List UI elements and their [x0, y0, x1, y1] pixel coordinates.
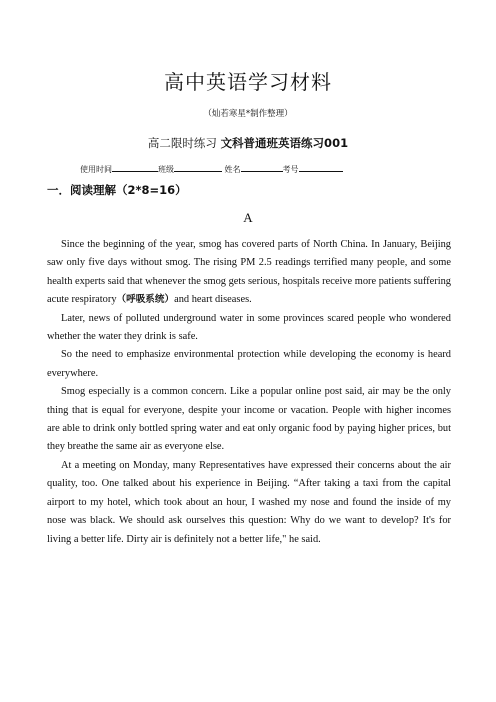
paragraph-1-text: Since the beginning of the year, smog has covered parts of North China. In January, Beijing saw only five days without smog. The rising PM 2.5 readings terrified many people, and some health experts said that whenever the smog gets serious, hospitals receive more patients suffering acute respiratory [47, 239, 451, 306]
number-label: 考号 [282, 165, 299, 174]
class-label: 班级 [158, 165, 174, 174]
passage-letter: A [243, 210, 253, 225]
name-blank [241, 162, 283, 172]
document-subtitle: （灿若寒星*制作整理） [203, 109, 293, 119]
document-title: 高中英语学习材料 [164, 70, 332, 94]
exercise-name: 文科普通班英语练习001 [220, 136, 349, 150]
section-heading: 一．阅读理解（2*8=16） [47, 183, 187, 197]
paragraph-2: Later, news of polluted underground water in some provinces scared people who wondered whether the water they drink is safe. [47, 312, 451, 343]
time-blank [112, 162, 158, 172]
student-info-line [80, 162, 343, 175]
paragraph-4: Smog especially is a common concern. Like a popular online post said, air may be the only thing that is equal for everyone, despite your income or vacation. People with higher incomes are able to drink only bottled spring water and eat only organic food by paying higher prices, but they breathe the same air as everyone else. [47, 386, 451, 453]
paragraph-5: At a meeting on Monday, many Representatives have expressed their concerns about the air quality, too. One talked about his experience in Beijing. “After taking a taxi from the capital airport to my hotel, which took about an hour, I washed my nose and found the inside of my nose was black. We should ask ourselves this question: Why do we want to develop? It's for living a better life. Dirty air is definitely not a better life," he said. [47, 459, 451, 545]
time-label: 使用时间 [80, 165, 112, 174]
passage-body [47, 236, 451, 549]
paragraph-1-ending: and heart diseases. [174, 294, 252, 306]
exercise-title [0, 135, 496, 151]
paragraph-3: So the need to emphasize environmental protection while developing the economy is heard everywhere. [47, 349, 451, 379]
exercise-prefix: 高二限时练习 [147, 136, 221, 150]
class-blank [174, 162, 222, 172]
paragraph-1-chinese-gloss: （呼吸系统） [116, 294, 175, 306]
number-blank [299, 162, 343, 172]
paragraph-1 [47, 236, 451, 310]
name-label: 姓名 [224, 165, 241, 174]
